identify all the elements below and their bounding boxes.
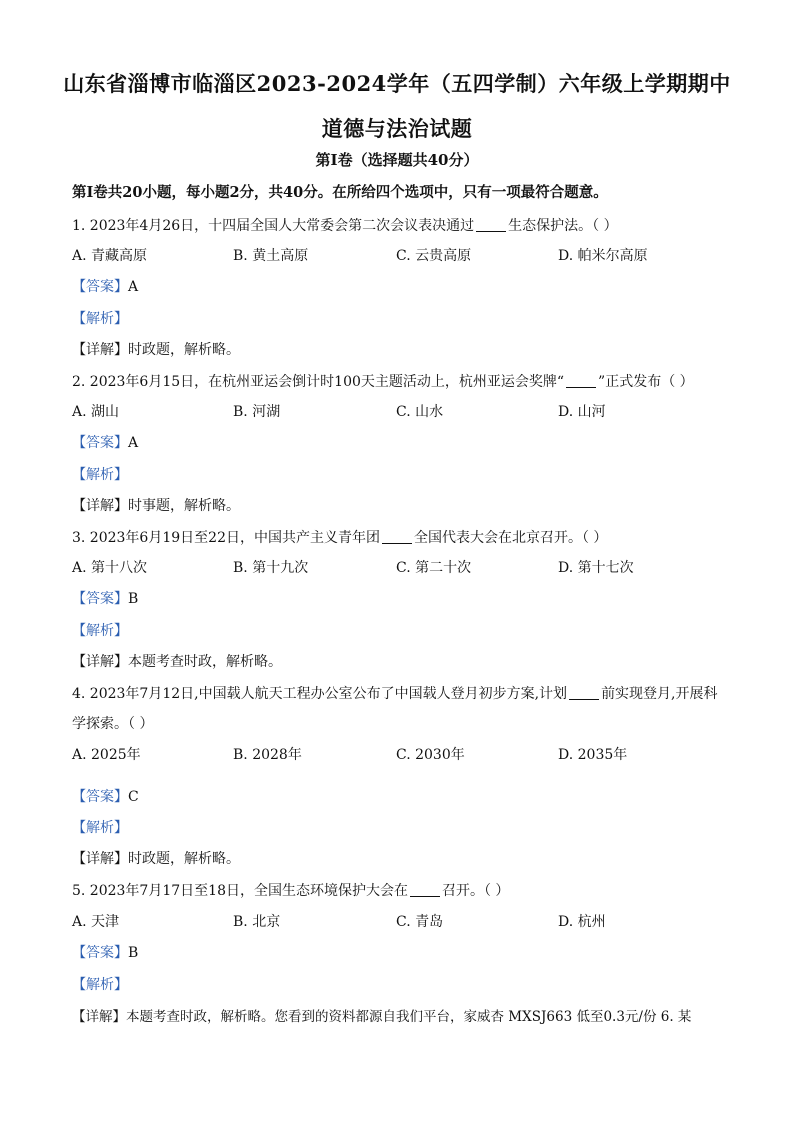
option-c: C. 山水 (396, 404, 444, 420)
question-1-detail: 【详解】时政题，解析略。 (72, 342, 240, 358)
question-2-analysis-label: 【解析】 (72, 467, 128, 483)
question-4-detail: 【详解】时政题，解析略。 (72, 851, 240, 867)
blank-line (382, 529, 412, 544)
question-4-stem-continued: 学探索。（ ） (72, 716, 154, 732)
question-5-options (72, 911, 732, 933)
page-title: 山东省淄博市临淄区2023-2024学年（五四学制）六年级上学期期中 (63, 71, 731, 96)
question-3-detail: 【详解】本题考查时政，解析略。 (72, 654, 282, 670)
question-1-answer: 【答案】A (72, 279, 139, 295)
question-4-analysis-label: 【解析】 (72, 820, 128, 836)
instructions: 第Ⅰ卷共20小题，每小题2分，共40分。在所给四个选项中，只有一项最符合题意。 (72, 184, 608, 201)
option-c: C. 2030年 (396, 747, 465, 763)
question-4-stem: 4. 2023年7月12日,中国载人航天工程办公室公布了中国载人登月初步方案,计划 前实现登月,开展科 (72, 686, 718, 702)
option-a: A. 湖山 (72, 404, 120, 420)
option-d: D. 第十七次 (558, 560, 634, 576)
option-b: B. 北京 (233, 914, 281, 930)
blank-line (410, 882, 440, 897)
question-4-options (72, 744, 732, 766)
page-subtitle: 道德与法治试题 (321, 116, 473, 141)
question-5-stem: 5. 2023年7月17日至18日，全国生态环境保护大会在 召开。（ ） (72, 883, 510, 899)
option-d: D. 帕米尔高原 (558, 248, 648, 264)
question-2-options (72, 401, 732, 423)
question-1-options (72, 245, 732, 267)
question-2-detail: 【详解】时事题，解析略。 (72, 498, 240, 514)
section-heading: 第Ⅰ卷（选择题共40分） (315, 151, 479, 169)
question-1-analysis-label: 【解析】 (72, 311, 128, 327)
question-3-analysis-label: 【解析】 (72, 623, 128, 639)
blank-line (566, 373, 596, 388)
question-2-stem: 2. 2023年6月15日，在杭州亚运会倒计时100天主题活动上，杭州亚运会奖牌“ ”正式发布（ ） (72, 374, 694, 390)
question-1-stem: 1. 2023年4月26日，十四届全国人大常委会第二次会议表决通过 生态保护法。（ ） (72, 218, 618, 234)
question-4-answer: 【答案】C (72, 789, 139, 805)
option-a: A. 第十八次 (72, 560, 148, 576)
question-5-detail: 【详解】本题考查时政，解析略。您看到的资料都源自我们平台，家威杏 MXSJ663 低至0.3元/份 6. 某 (72, 1009, 692, 1025)
option-b: B. 黄土高原 (233, 248, 309, 264)
option-d: D. 山河 (558, 404, 606, 420)
option-d: D. 2035年 (558, 747, 628, 763)
question-5-answer: 【答案】B (72, 945, 139, 961)
blank-line (569, 685, 599, 700)
blank-line (476, 217, 506, 232)
option-c: C. 第二十次 (396, 560, 472, 576)
option-a: A. 2025年 (72, 747, 141, 763)
question-3-answer: 【答案】B (72, 591, 139, 607)
question-3-options (72, 557, 732, 579)
question-5-analysis-label: 【解析】 (72, 977, 128, 993)
option-c: C. 青岛 (396, 914, 444, 930)
option-d: D. 杭州 (558, 914, 606, 930)
option-b: B. 2028年 (233, 747, 302, 763)
option-c: C. 云贵高原 (396, 248, 472, 264)
option-b: B. 河湖 (233, 404, 281, 420)
option-b: B. 第十九次 (233, 560, 309, 576)
question-2-answer: 【答案】A (72, 435, 139, 451)
option-a: A. 天津 (72, 914, 120, 930)
question-3-stem: 3. 2023年6月19日至22日，中国共产主义青年团 全国代表大会在北京召开。（ ） (72, 530, 608, 546)
option-a: A. 青藏高原 (72, 248, 148, 264)
